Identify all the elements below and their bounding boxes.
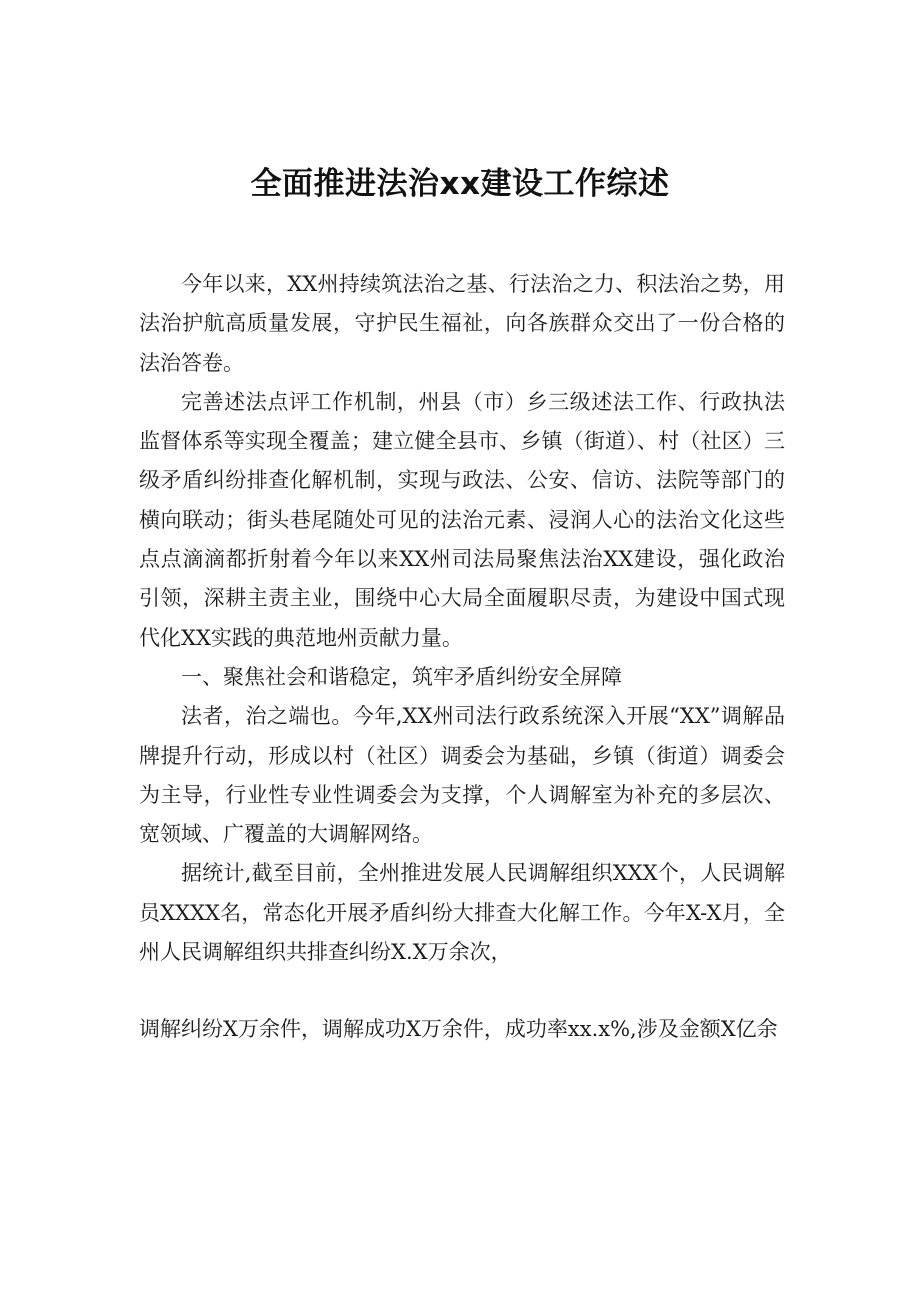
paragraph-mediation-results: 调解纠纷X万余件，调解成功X万余件，成功率xx.x%,涉及金额X亿余: [139, 1017, 778, 1042]
paragraph-mediation-network: 法者，治之端也。今年,XX州司法行政系统深入开展“XX”调解品牌提升行动，形成以村（社区）调委会为基础，乡镇（街道）调委会为主导，行业性专业性调委会为支撑，个人调解室为补充的多层次、宽领域、广覆盖的大调解网络。: [139, 704, 785, 847]
document-title: 全面推进法治xx建设工作综述: [250, 166, 670, 202]
paragraph-statistics: 据统计,截至目前，全州推进发展人民调解组织XXX个，人民调解员XXXX名，常态化开展矛盾纠纷大排查大化解工作。今年X-X月，全州人民调解组织共排查纠纷X.X万余次，: [139, 861, 785, 965]
section-heading-1: 一、聚焦社会和谐稳定，筑牢矛盾纠纷安全屏障: [181, 664, 622, 689]
paragraph-mechanism: 完善述法点评工作机制，州县（市）乡三级述法工作、行政执法监督体系等实现全覆盖；建立健全县市、乡镇（街道）、村（社区）三级矛盾纠纷排查化解机制，实现与政法、公安、信访、法院等部门的横向联动；街头巷尾随处可见的法治元素、浸润人心的法治文化这些点点滴滴都折射着今年以来XX州司法局聚焦法治XX建设，强化政治引领，深耕主责主业，围绕中心大局全面履职尽责，为建设中国式现代化XX实践的典范地州贡献力量。: [139, 389, 785, 650]
paragraph-intro: 今年以来，XX州持续筑法治之基、行法治之力、积法治之势，用法治护航高质量发展，守护民生福祉，向各族群众交出了一份合格的法治答卷。: [139, 272, 785, 375]
document-body: [139, 265, 785, 1050]
